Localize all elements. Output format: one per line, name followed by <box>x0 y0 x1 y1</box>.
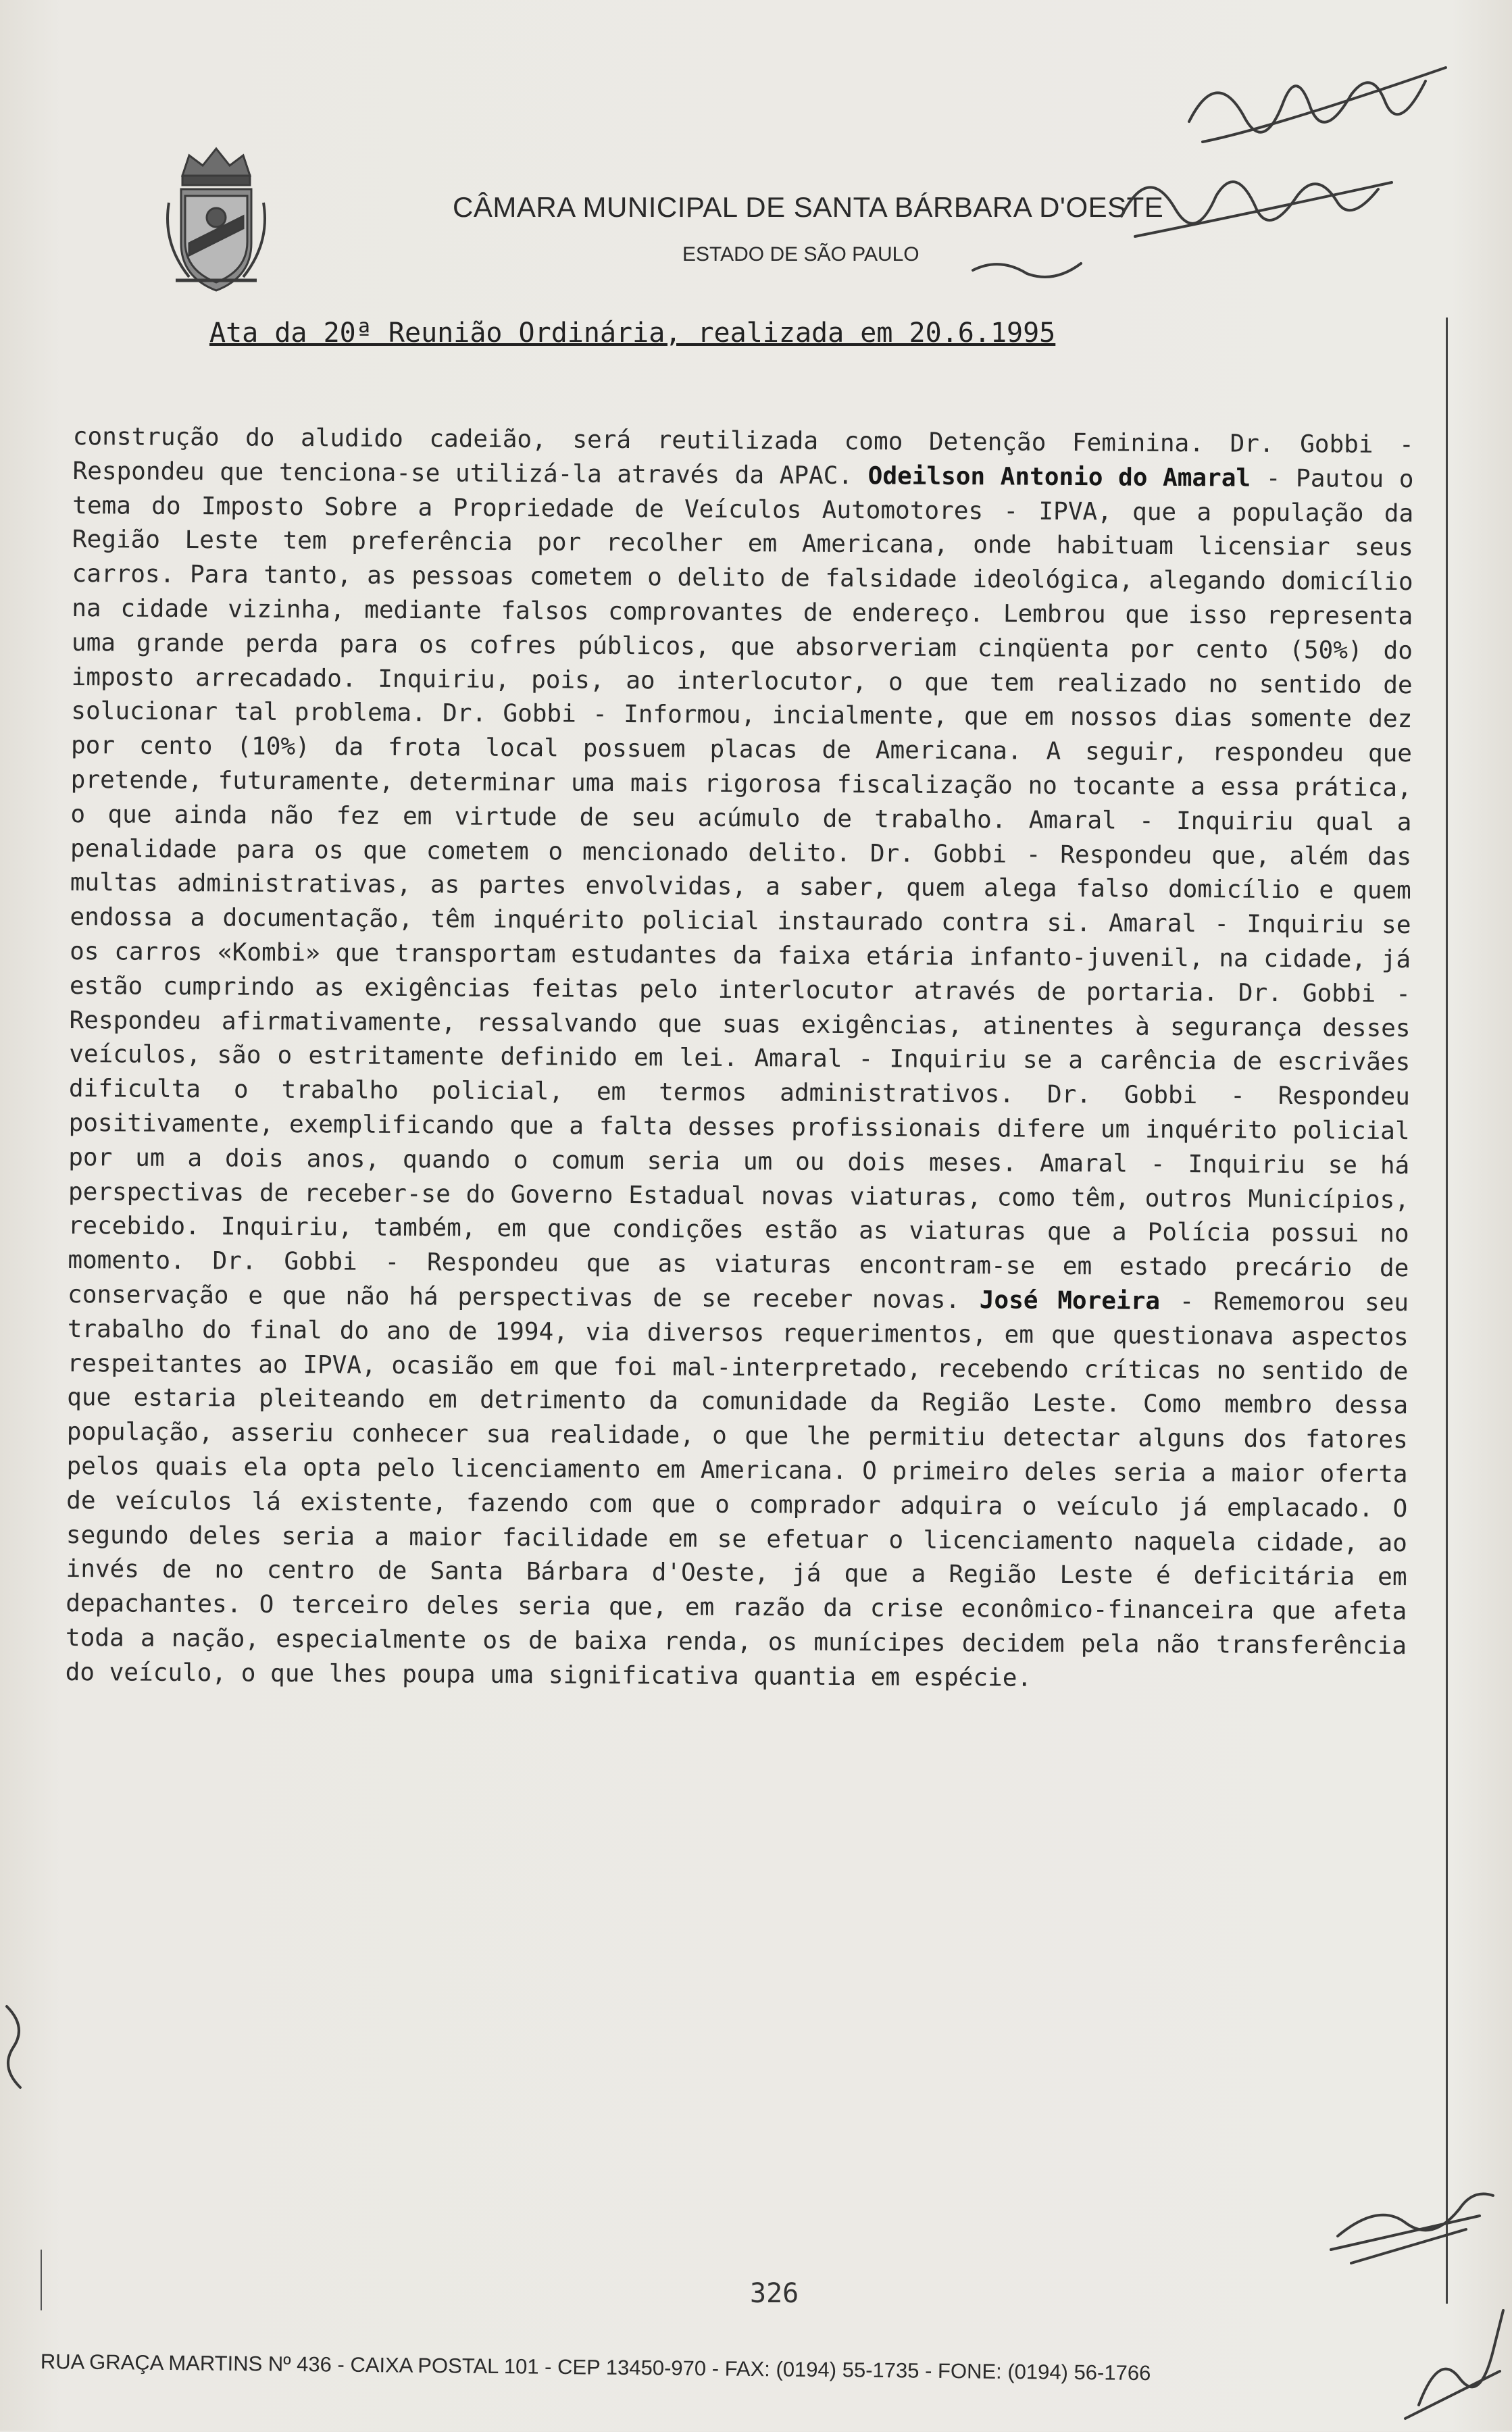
signature-top-right-1 <box>797 41 1473 324</box>
state-name: ESTADO DE SÃO PAULO <box>682 243 919 265</box>
document-title: Ata da 20ª Reunião Ordinária, realizada em 20.6.1995 <box>209 318 1056 349</box>
footer-address: RUA GRAÇA MARTINS Nº 436 - CAIXA POSTAL 101 - CEP 13450-970 - FAX: (0194) 55-1735 - FONE: (0194) 56-1766 <box>40 2350 1151 2385</box>
margin-rule-left <box>41 2250 42 2310</box>
speaker-name: José Moreira <box>979 1286 1161 1315</box>
margin-rule-right <box>1446 318 1448 2304</box>
minutes-text: - Pautou o tema do Imposto Sobre a Propriedade de Veículos Automotores - IPVA, que a população da Região Leste tem preferência por recolher em Americana, onde habituam licensiar seus carros. Para tanto, as pessoas cometem o delito de falsidade ideológica, alegando domicílio na cidade vizinha, mediante falsos comprovantes de endereço. Lembrou que isso representa uma grande perda para os cofres públicos, que absorveriam cinqüenta por cento (50%) do imposto arrecadado. Inquiriu, pois, ao interlocutor, o que tem realizado no sentido de solucionar tal problema. Dr. Gobbi - Informou, incialmente, que em nossos dias somente dez por cento (10%) da frota local possuem placas de Americana. A seguir, respondeu que pretende, futuramente, determinar uma mais rigorosa fiscalização no tocante a essa prática, o que ainda não fez em virtude de seu acúmulo de trabalho. Amaral - Inquiriu qual a penalidade para os que cometem o mencionado delito. Dr. Gobbi - Respondeu que, além das multas administrativas, as partes envolvidas, a saber, quem alega falso domicílio e quem endossa a documentação, têm inquérito policial instaurado contra si. Amaral - Inquiriu se os carros «Kombi» que transportam estudantes da faixa etária infanto-juvenil, na cidade, já estão cumprindo as exigências feitas pelo interlocutor através de portaria. Dr. Gobbi - Respondeu afirmativamente, ressalvando que suas exigências, atinentes à segurança desses veículos, são o estritamente definido em lei. Amaral - Inquiriu se a carência de escrivães dificulta o trabalho policial, em termos administrativos. Dr. Gobbi - Respondeu positivamente, exemplificando que a falta desses profissionais difere um inquérito policial por um a dois anos, quando o comum seria um ou dois meses. Amaral - Inquiriu se há perspectivas de receber-se do Governo Estadual novas viaturas, como têm, outros Municípios, recebido. Inquiriu, também, em que condições estão as viaturas que a Polícia possui no momento. Dr. Gobbi - Respondeu que as viaturas encontram-se em estado precário de conservação e que não há perspectivas de se receber novas. <box>67 464 1414 1315</box>
minutes-text: construção do aludido cadeião, será reutilizada como Detenção Feminina. Dr. Gobbi - Respondeu que tenciona-se utilizá-la através da APAC. <box>72 422 1414 490</box>
institution-name: CÂMARA MUNICIPAL DE SANTA BÁRBARA D'OESTE <box>453 191 1164 223</box>
initials-bottom-right <box>1324 2148 1507 2432</box>
speaker-name: Odeilson Antonio do Amaral <box>867 461 1251 492</box>
initials-corner <box>0 2000 41 2094</box>
page-number: 326 <box>750 2278 799 2309</box>
minutes-body <box>66 420 1414 1698</box>
minutes-text: - Rememorou seu trabalho do final do ano de 1994, via diversos requerimentos, em que questionava aspectos respeitantes ao IPVA, ocasião em que foi mal-interpretado, recebendo críticas no sentido de que estaria pleiteando em detrimento da comunidade da Região Leste. Como membro dessa população, asseriu conhecer sua realidade, o que lhe permitiu detectar alguns dos fatores pelos quais ela opta pelo licenciamento em Americana. O primeiro deles seria a maior oferta de veículos lá existente, fazendo com que o comprador adquira o veículo já emplacado. O segundo deles seria a maior facilidade em se efetuar o licenciamento naquela cidade, ao invés de no centro de Santa Bárbara d'Oeste, já que a Região Leste é deficitária em depachantes. O terceiro deles seria que, em razão da crise econômico-financeira que afeta toda a nação, especialmente os de baixa renda, os munícipes decidem pela não transferência do veículo, o que lhes poupa uma significativa quantia em espécie. <box>65 1287 1409 1692</box>
municipal-crest-icon <box>162 142 270 297</box>
